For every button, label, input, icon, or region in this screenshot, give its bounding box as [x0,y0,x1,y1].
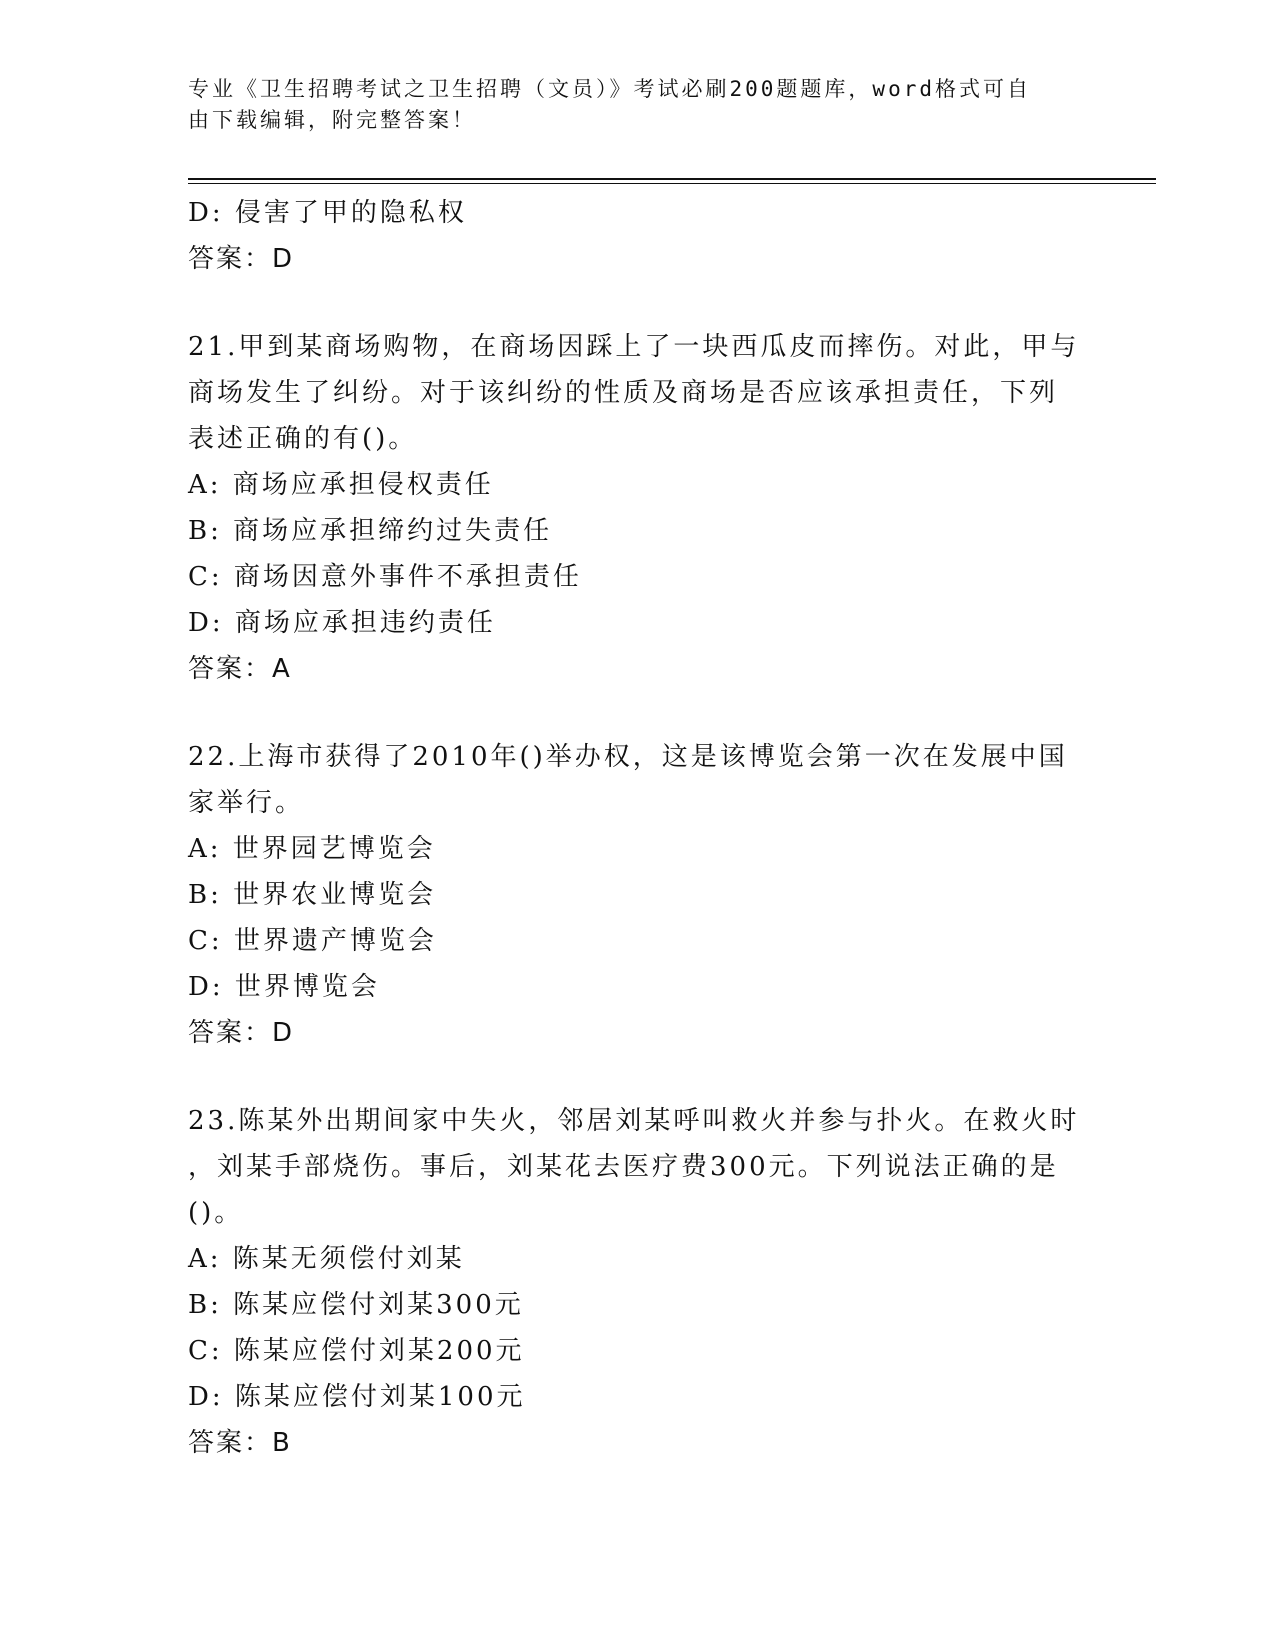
stem-line: ，刘某手部烧伤。事后，刘某花去医疗费300元。下列说法正确的是 [188,1152,1059,1182]
stem-line: 表述正确的有()。 [188,424,418,454]
option-c: C: 陈某应偿付刘某200元 [188,1336,525,1366]
carryover-question [188,190,1068,282]
option-c: C: 世界遗产博览会 [188,926,437,956]
question-stem [188,734,1068,826]
question-stem [188,1098,1080,1236]
stem-line: 21.甲到某商场购物，在商场因踩上了一块西瓜皮而摔伤。对此，甲与 [188,332,1080,362]
header-line-2: 由下载编辑，附完整答案！ [188,108,476,132]
question-stem [188,324,1080,462]
stem-line: 商场发生了纠纷。对于该纠纷的性质及商场是否应该承担责任，下列 [188,378,1059,408]
option-b: B: 陈某应偿付刘某300元 [188,1290,524,1320]
option-d: D: 世界博览会 [188,972,380,1002]
option-c: C: 商场因意外事件不承担责任 [188,562,582,592]
stem-line: 23.陈某外出期间家中失火，邻居刘某呼叫救火并参与扑火。在救火时 [188,1106,1080,1136]
stem-line: ()。 [188,1198,244,1228]
stem-line: 22.上海市获得了2010年()举办权，这是该博览会第一次在发展中国 [188,742,1068,772]
header-line-1: 专业《卫生招聘考试之卫生招聘（文员）》考试必刷200题题库，word格式可自 [188,77,1031,101]
header-divider-thin [188,183,1156,184]
answer-line: 答案：B [188,1428,292,1458]
option-d: D: 侵害了甲的隐私权 [188,198,467,228]
question-gap [188,692,1068,734]
answer-line: 答案：A [188,654,292,684]
stem-line: 家举行。 [188,788,305,818]
option-a: A: 世界园艺博览会 [188,834,436,864]
question-22 [188,734,1068,1056]
header-divider-thick [188,178,1156,180]
option-d: D: 陈某应偿付刘某100元 [188,1382,526,1412]
question-gap [188,1056,1068,1098]
question-content [188,190,1080,1466]
question-gap [188,282,1068,324]
option-b: B: 商场应承担缔约过失责任 [188,516,553,546]
option-a: A: 商场应承担侵权责任 [188,470,494,500]
question-21 [188,324,1080,692]
option-a: A: 陈某无须偿付刘某 [188,1244,465,1274]
answer-line: 答案：D [188,244,295,274]
option-b: B: 世界农业博览会 [188,880,437,910]
option-d: D: 商场应承担违约责任 [188,608,496,638]
answer-line: 答案：D [188,1018,295,1048]
question-23 [188,1098,1080,1466]
page-header [188,74,1088,136]
